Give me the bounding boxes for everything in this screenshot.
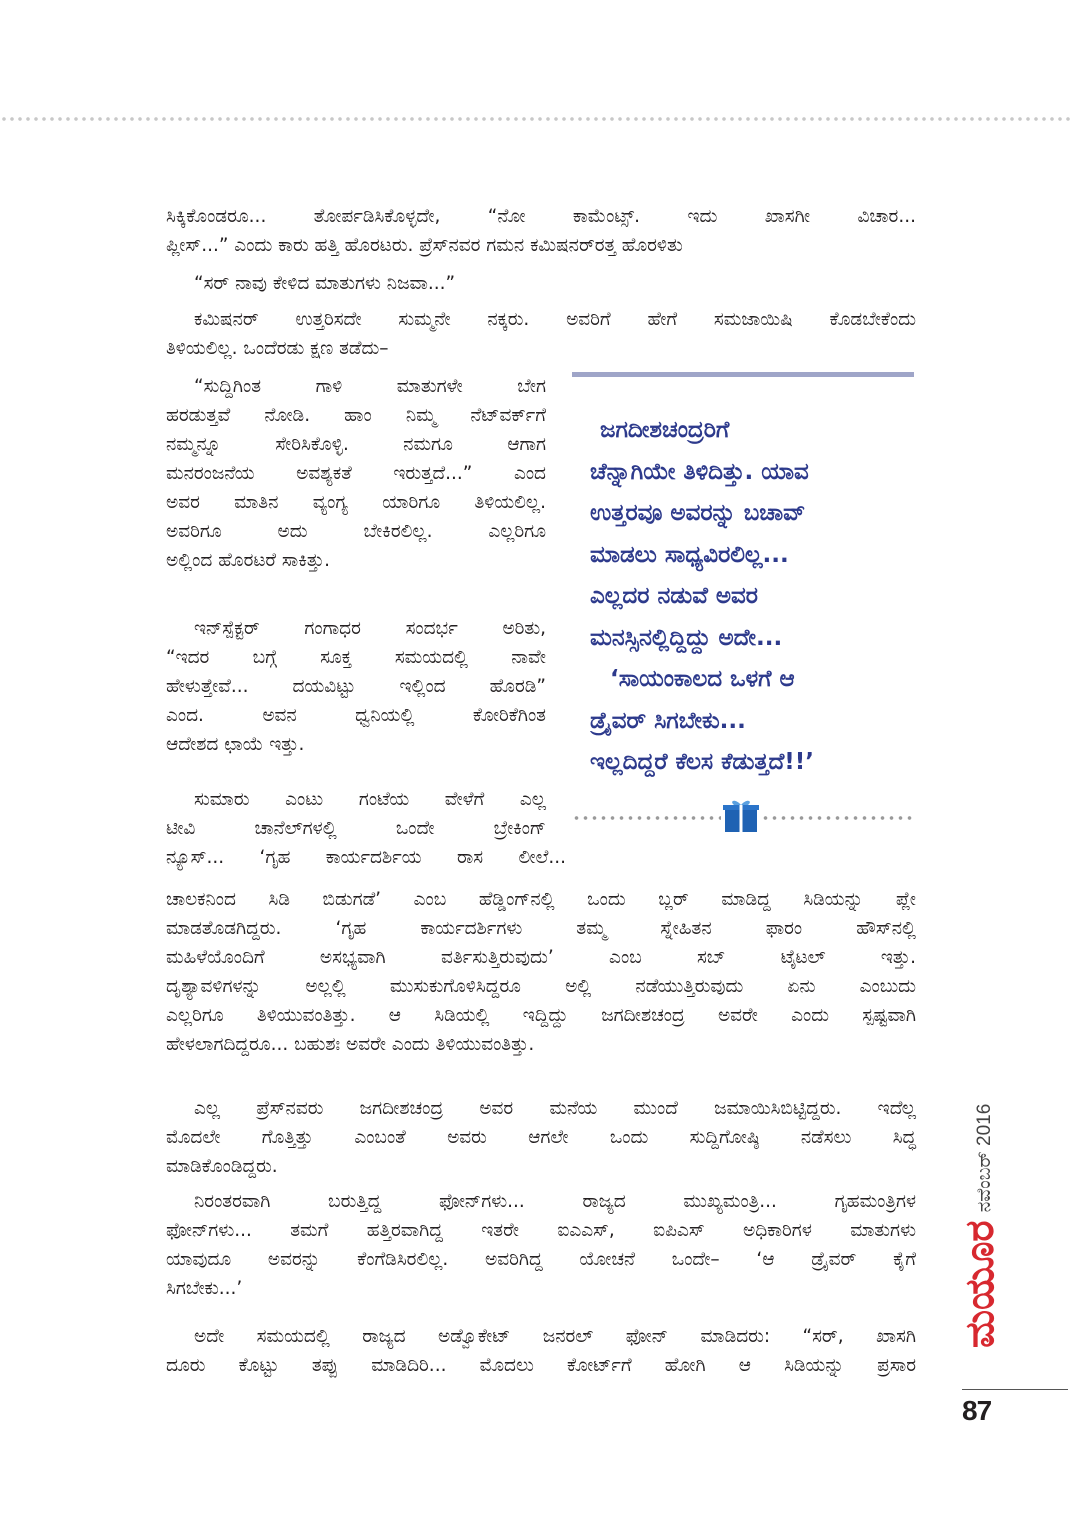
text-line: ಹೇಳಲಾಗದಿದ್ದರೂ... ಬಹುಶಃ ಅವರೇ ಎಂದು ತಿಳಿಯುವಂತಿತ್ತು. (166, 1034, 535, 1055)
text-line: ಮಹಿಳೆಯೊಂದಿಗೆ ಅಸಭ್ಯವಾಗಿ ವರ್ತಿಸುತ್ತಿರುವುದು’ ಎಂಬ ಸಬ್ ಟೈಟಲ್ ಇತ್ತು. (166, 947, 916, 968)
text-line: ಕಮಿಷನರ್ ಉತ್ತರಿಸದೇ ಸುಮ್ಮನೇ ನಕ್ಕರು. ಅವರಿಗೆ ಹೇಗೆ ಸಮಜಾಯಿಷಿ ಕೊಡಬೇಕೆಂದು (194, 309, 916, 330)
pullquote-line: ಮಾಡಲು ಸಾಧ್ಯವಿರಲಿಲ್ಲ... (590, 541, 789, 568)
paragraph-9 (166, 1322, 916, 1380)
pullquote-line: ಮನಸ್ಸಿನಲ್ಲಿದ್ದಿದ್ದು ಅದೇ... (590, 624, 783, 651)
pullquote-line: ಚೆನ್ನಾಗಿಯೇ ತಿಳಿದಿತ್ತು. ಯಾವ (590, 458, 809, 485)
paragraph-2 (166, 269, 916, 298)
text-line: ಎಲ್ಲರಿಗೂ ತಿಳಿಯುವಂತಿತ್ತು. ಆ ಸಿಡಿಯಲ್ಲಿ ಇದ್ದಿದ್ದು ಜಗದೀಶಚಂದ್ರ ಅವರೇ ಎಂದು ಸ್ಪಷ್ಟವಾಗಿ (166, 1005, 916, 1026)
text-line: ಸಿಕ್ಕಿಕೊಂಡರೂ... ತೋರ್ಪಡಿಸಿಕೊಳ್ಳದೇ, “ನೋ ಕಾಮೆಂಟ್ಸ್. ಇದು ಖಾಸಗೀ ವಿಚಾರ... (166, 206, 916, 227)
page-number: 87 (962, 1395, 992, 1426)
text-line: ಹರಡುತ್ತವೆ ನೋಡಿ. ಹಾಂ ನಿಮ್ಮ ನೆಟ್‌ವರ್ಕ್‌ಗೆ (166, 405, 546, 426)
pullquote-line: ಡ್ರೈವರ್ ಸಿಗಬೇಕು... (590, 707, 746, 734)
magazine-name: ಮಯೂರ (957, 1220, 1003, 1348)
text-line: ಸಿಗಬೇಕು...’ (166, 1278, 243, 1299)
text-line: ಎಂದ. ಅವನ ಧ್ವನಿಯಲ್ಲಿ ಕೋರಿಕೆಗಿಂತ (166, 705, 546, 726)
text-line: ನ್ಯೂಸ್... ‘ಗೃಹ ಕಾರ್ಯದರ್ಶಿಯ ರಾಸ ಲೀಲೆ... (166, 847, 566, 868)
top-dotted-rule (0, 116, 1072, 122)
issue-date: ನವೆಂಬರ್ 2016 (974, 1103, 995, 1213)
text-line: ಮೊದಲೇ ಗೊತ್ತಿತ್ತು ಎಂಬಂತೆ ಅವರು ಆಗಲೇ ಒಂದು ಸುದ್ದಿಗೋಷ್ಠಿ ನಡೆಸಲು ಸಿದ್ಧ (166, 1127, 916, 1148)
paragraph-6-column (166, 785, 566, 872)
text-line: ಆದೇಶದ ಛಾಯೆ ಇತ್ತು. (166, 734, 305, 755)
paragraph-8 (166, 1187, 916, 1303)
pullquote-top-rule (572, 372, 914, 377)
text-line: ಮಾಡತೊಡಗಿದ್ದರು. ‘ಗೃಹ ಕಾರ್ಯದರ್ಶಿಗಳು ತಮ್ಮ ಸ್ನೇಹಿತನ ಫಾರಂ ಹೌಸ್‌ನಲ್ಲಿ (166, 918, 916, 939)
text-line: “ಸುದ್ದಿಗಿಂತ ಗಾಳಿ ಮಾತುಗಳೇ ಬೇಗ (194, 376, 546, 397)
text-line: “ಸರ್ ನಾವು ಕೇಳಿದ ಮಾತುಗಳು ನಿಜವಾ...” (194, 273, 456, 294)
pullquote-line: ಜಗದೀಶಚಂದ್ರರಿಗೆ (600, 417, 730, 443)
pullquote-line: ಉತ್ತರವೂ ಅವರನ್ನು ಬಚಾವ್ (590, 500, 806, 526)
text-line: ತಿಳಿಯಲಿಲ್ಲ. ಒಂದೆರಡು ಕ್ಷಣ ತಡೆದು– (166, 338, 389, 359)
paragraph-7 (166, 1094, 916, 1181)
pullquote-line: ‘ಸಾಯಂಕಾಲದ ಒಳಗೆ ಆ (610, 666, 795, 692)
text-line: ಅವರ ಮಾತಿನ ವ್ಯಂಗ್ಯ ಯಾರಿಗೂ ತಿಳಿಯಲಿಲ್ಲ. (166, 492, 546, 513)
text-line: ಮನರಂಜನೆಯ ಅವಶ್ಯಕತೆ ಇರುತ್ತದೆ...” ಎಂದ (166, 463, 546, 484)
text-line: ಅವರಿಗೂ ಅದು ಬೇಕಿರಲಿಲ್ಲ. ಎಲ್ಲರಿಗೂ (166, 521, 546, 542)
text-line: ಟೀವಿ ಚಾನೆಲ್‌ಗಳಲ್ಲಿ ಒಂದೇ ಬ್ರೇಕಿಂಗ್ (166, 818, 546, 839)
gift-box-icon (721, 798, 761, 834)
page-number-rule (962, 1389, 1068, 1390)
pullquote (590, 410, 920, 784)
text-line: ಸುಮಾರು ಎಂಟು ಗಂಟೆಯ ವೇಳೆಗೆ ಎಲ್ಲ (194, 789, 546, 810)
text-line: ಮಾಡಿಕೊಂಡಿದ್ದರು. (166, 1156, 278, 1177)
text-line: ದೂರು ಕೊಟ್ಟು ತಪ್ಪು ಮಾಡಿದಿರಿ... ಮೊದಲು ಕೋರ್ಟ್‌ಗೆ ಹೋಗಿ ಆ ಸಿಡಿಯನ್ನು ಪ್ರಸಾರ (166, 1355, 916, 1376)
text-line: ನಿರಂತರವಾಗಿ ಬರುತ್ತಿದ್ದ ಫೋನ್‌ಗಳು... ರಾಜ್ಯದ ಮುಖ್ಯಮಂತ್ರಿ... ಗೃಹಮಂತ್ರಿಗಳ (194, 1191, 916, 1212)
text-line: ದೃಶ್ಯಾವಳಿಗಳನ್ನು ಅಲ್ಲಲ್ಲಿ ಮುಸುಕುಗೊಳಿಸಿದ್ದರೂ ಅಲ್ಲಿ ನಡೆಯುತ್ತಿರುವುದು ಏನು ಎಂಬುದು (166, 976, 916, 997)
text-line: ಎಲ್ಲ ಪ್ರೆಸ್‌ನವರು ಜಗದೀಶಚಂದ್ರ ಅವರ ಮನೆಯ ಮುಂದೆ ಜಮಾಯಿಸಿಬಿಟ್ಟಿದ್ದರು. ಇದೆಲ್ಲ (194, 1098, 916, 1119)
text-line: ನಮ್ಮನ್ನೂ ಸೇರಿಸಿಕೊಳ್ಳಿ. ನಮಗೂ ಆಗಾಗ (166, 434, 546, 455)
paragraph-3 (166, 305, 916, 363)
text-line: ಚಾಲಕನಿಂದ ಸಿಡಿ ಬಿಡುಗಡೆ’ ಎಂಬ ಹೆಡ್ಡಿಂಗ್‌ನಲ್ಲಿ ಒಂದು ಬ್ಲರ್ ಮಾಡಿದ್ದ ಸಿಡಿಯನ್ನು ಪ್ಲೇ (166, 889, 916, 910)
text-line: ಇನ್‌ಸ್ಪೆಕ್ಟರ್ ಗಂಗಾಧರ ಸಂದರ್ಭ ಅರಿತು, (194, 618, 546, 639)
pullquote-line: ಇಲ್ಲದಿದ್ದರೆ ಕೆಲಸ ಕೆಡುತ್ತದೆ!!’ (590, 749, 815, 775)
text-line: ಪ್ಲೀಸ್...” ಎಂದು ಕಾರು ಹತ್ತಿ ಹೊರಟರು. ಪ್ರೆಸ್‌ನವರ ಗಮನ ಕಮಿಷನರ್‌ರತ್ತ ಹೊರಳಿತು (166, 235, 683, 256)
paragraph-6 (166, 885, 916, 1059)
text-line: ಅದೇ ಸಮಯದಲ್ಲಿ ರಾಜ್ಯದ ಅಡ್ವೊಕೇಟ್ ಜನರಲ್ ಫೋನ್ ಮಾಡಿದರು: “ಸರ್, ಖಾಸಗಿ (194, 1326, 916, 1347)
paragraph-4 (166, 372, 546, 575)
text-line: ಫೋನ್‌ಗಳು... ತಮಗೆ ಹತ್ತಿರವಾಗಿದ್ದ ಇತರೇ ಐಎಎಸ್, ಐಪಿಎಸ್ ಅಧಿಕಾರಿಗಳ ಮಾತುಗಳು (166, 1220, 916, 1241)
text-line: “ಇದರ ಬಗ್ಗೆ ಸೂಕ್ತ ಸಮಯದಲ್ಲಿ ನಾವೇ (166, 647, 546, 668)
paragraph-5 (166, 614, 546, 759)
paragraph-1 (166, 202, 916, 260)
text-line: ಯಾವುದೂ ಅವರನ್ನು ಕೆಂಗೆಡಿಸಿರಲಿಲ್ಲ. ಅವರಿಗಿದ್ದ ಯೋಚನೆ ಒಂದೇ– ‘ಆ ಡ್ರೈವರ್ ಕೈಗೆ (166, 1249, 916, 1270)
text-line: ಹೇಳುತ್ತೇವೆ... ದಯವಿಟ್ಟು ಇಲ್ಲಿಂದ ಹೊರಡಿ” (166, 676, 546, 697)
text-line: ಅಲ್ಲಿಂದ ಹೊರಟರೆ ಸಾಕಿತ್ತು. (166, 550, 330, 571)
pullquote-line: ಎಲ್ಲದರ ನಡುವೆ ಅವರ (590, 583, 758, 609)
